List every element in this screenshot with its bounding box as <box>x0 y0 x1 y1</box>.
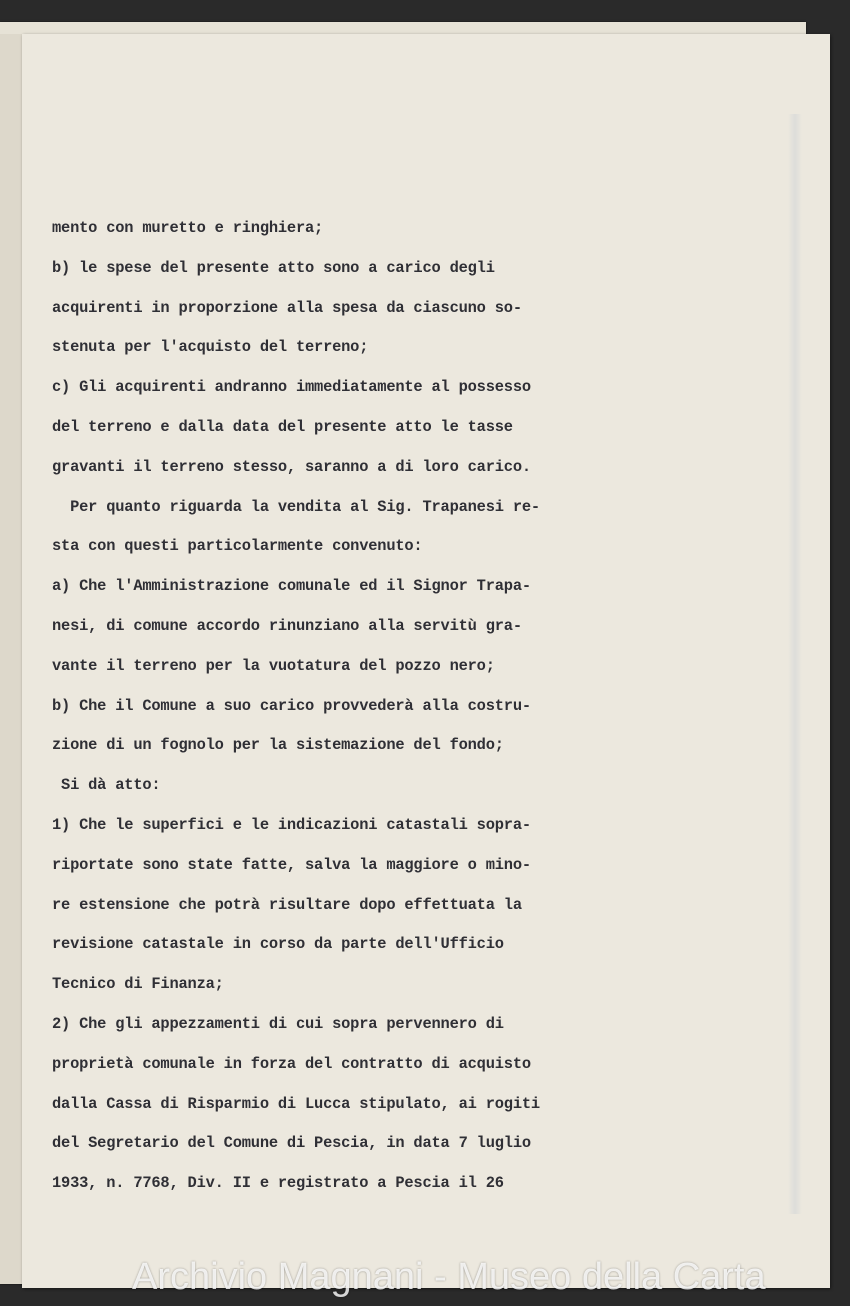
text-line: mento con muretto e ringhiera; <box>52 219 324 237</box>
text-line: b) Che il Comune a suo carico provvederà alla costru- <box>52 696 531 715</box>
text-line: stenuta per l'acquisto del terreno; <box>52 338 369 357</box>
text-line: riportate sono state fatte, salva la maggiore o mino- <box>52 855 531 874</box>
text-line: b) le spese del presente atto sono a carico degli <box>52 258 495 277</box>
text-line: sta con questi particolarmente convenuto: <box>52 537 423 556</box>
text-line: gravanti il terreno stesso, saranno a di loro carico. <box>52 457 531 476</box>
text-line: del terreno e dalla data del presente atto le tasse <box>52 417 513 436</box>
text-line: vante il terreno per la vuotatura del pozzo nero; <box>52 656 495 675</box>
text-line: Si dà atto: <box>52 776 161 795</box>
text-line: re estensione che potrà risultare dopo effettuata la <box>52 895 522 914</box>
text-line: c) Gli acquirenti andranno immediatamente al possesso <box>52 378 531 397</box>
typewritten-text <box>52 209 612 1204</box>
text-line: nesi, di comune accordo rinunziano alla servitù gra- <box>52 616 522 635</box>
text-line: Per quanto riguarda la vendita al Sig. Trapanesi re- <box>52 497 540 516</box>
text-line: revisione catastale in corso da parte dell'Ufficio <box>52 935 504 954</box>
archive-watermark: Archivio Magnani - Museo della Carta <box>132 1256 766 1298</box>
text-line: dalla Cassa di Risparmio di Lucca stipulato, ai rogiti <box>52 1094 540 1113</box>
text-line: del Segretario del Comune di Pescia, in data 7 luglio <box>52 1134 531 1153</box>
text-line: 1) Che le superfici e le indicazioni catastali sopra- <box>52 815 531 834</box>
text-line: zione di un fognolo per la sistemazione del fondo; <box>52 736 504 755</box>
text-line: 1933, n. 7768, Div. II e registrato a Pescia il 26 <box>52 1174 504 1193</box>
text-line: Tecnico di Finanza; <box>52 975 224 994</box>
text-line: a) Che l'Amministrazione comunale ed il Signor Trapa- <box>52 577 531 596</box>
text-line: acquirenti in proporzione alla spesa da ciascuno so- <box>52 298 522 317</box>
text-line: 2) Che gli appezzamenti di cui sopra pervennero di <box>52 1014 504 1033</box>
left-page-edge <box>0 34 23 1284</box>
text-line: proprietà comunale in forza del contratto di acquisto <box>52 1054 531 1073</box>
